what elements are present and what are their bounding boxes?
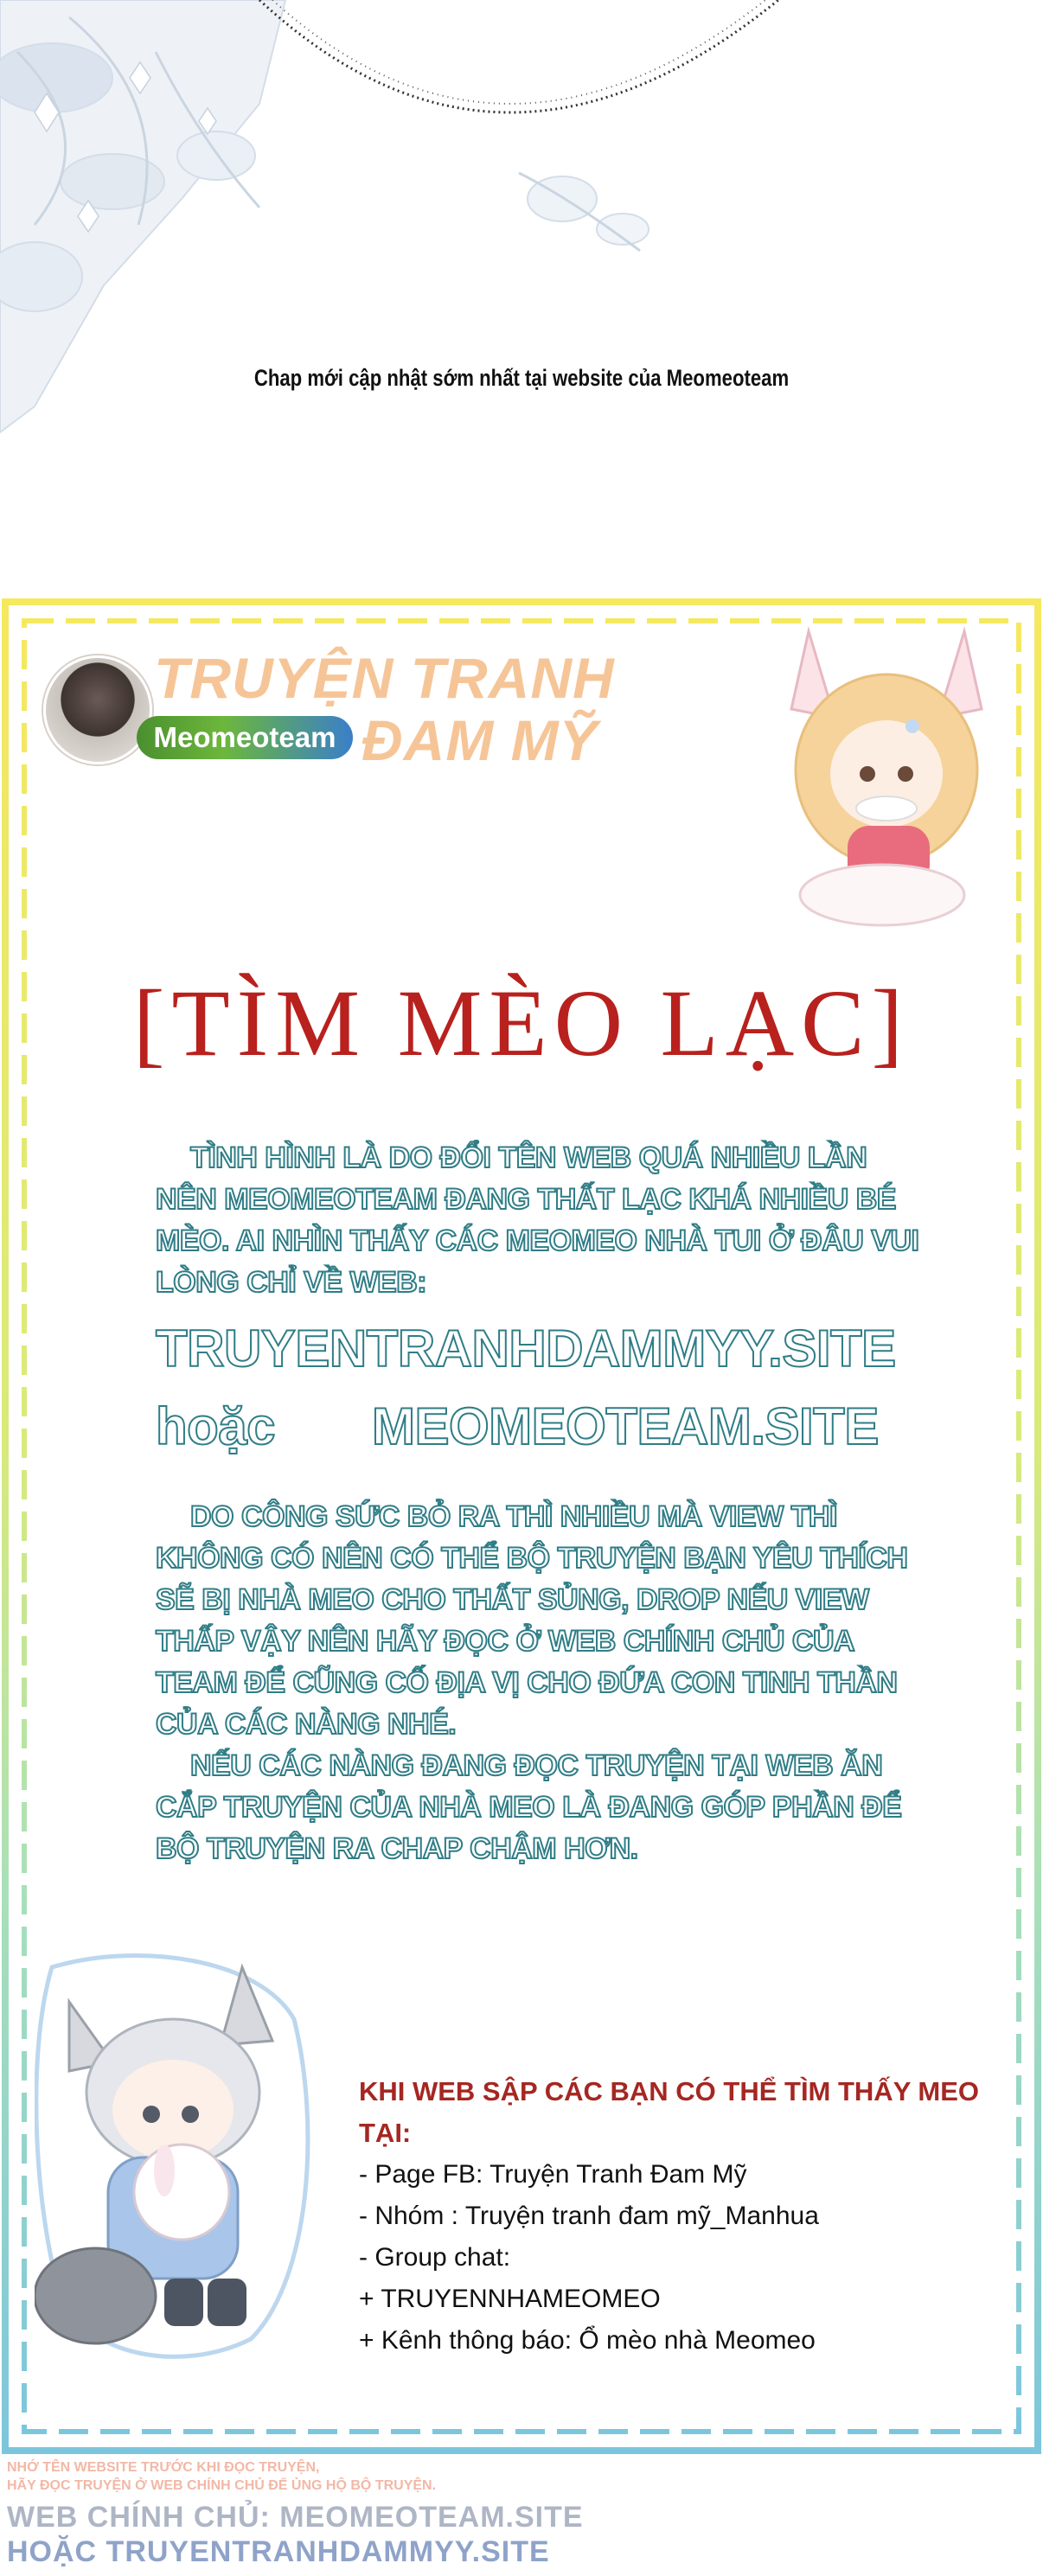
- headline: [TÌM MÈO LẠC]: [132, 970, 911, 1076]
- site-secondary: MEOMEOTEAM.SITE: [372, 1397, 879, 1455]
- notice-paragraph-3: [156, 1745, 934, 1870]
- brand-line-2: ĐAM MỸ: [362, 708, 598, 772]
- footer-site-2: HOẶC TRUYENTRANHDAMMYY.SITE: [7, 2535, 550, 2568]
- chibi-boy-illustration: [35, 1950, 329, 2365]
- notice-paragraph-2: [156, 1496, 934, 1745]
- contact-item: - Nhóm : Truyện tranh đam mỹ_Manhua: [359, 2202, 819, 2230]
- brand-line-1: TRUYỆN TRANH: [154, 646, 615, 710]
- notice-paragraph-1: [156, 1137, 934, 1303]
- chibi-girl-illustration: [774, 623, 999, 951]
- footer-site-1: WEB CHÍNH CHỦ: MEOMEOTEAM.SITE: [7, 2501, 584, 2534]
- footer-note-2: HÃY ĐỌC TRUYỆN Ở WEB CHÍNH CHỦ ĐỂ ỦNG HỘ BỘ TRUYỆN.: [7, 2478, 437, 2493]
- contact-item: + Kênh thông báo: Ổ mèo nhà Meomeo: [359, 2326, 816, 2355]
- notice-paragraph-1-text: TÌNH HÌNH LÀ DO ĐỔI TÊN WEB QUÁ NHIỀU LẦN NÊN MEOMEOTEAM ĐANG THẤT LẠC KHÁ NHIỀU BÉ MÈO. AI NHÌN THẤY CÁC MEOMEO NHÀ TUI Ở ĐÂU VUI LÒNG CHỈ VỀ WEB:: [156, 1141, 919, 1299]
- team-avatar: [43, 655, 152, 764]
- credit-line: Chap mới cập nhật sớm nhất tại website của Meomeoteam: [253, 365, 790, 391]
- notice-paragraph-2-text: DO CÔNG SỨC BỎ RA THÌ NHIỀU MÀ VIEW THÌ KHÔNG CÓ NÊN CÓ THỂ BỘ TRUYỆN BẠN YÊU THÍCH SẼ BỊ NHÀ MEO CHO THẤT SỦNG, DROP NẾU VIEW THẤP VẬY NÊN HÃY ĐỌC Ở WEB CHÍNH CHỦ CỦA TEAM ĐỂ CŨNG CỐ ĐỊA VỊ CHO ĐỨA CON TINH THẦN CỦA CÁC NÀNG NHÉ.: [156, 1500, 908, 1741]
- contacts-title: KHI WEB SẬP CÁC BẠN CÓ THỂ TÌM THẤY MEO TẠI:: [359, 2076, 980, 2148]
- site-primary: TRUYENTRANHDAMMYY.SITE: [156, 1320, 896, 1377]
- footer-note-1: NHỚ TÊN WEBSITE TRƯỚC KHI ĐỌC TRUYỆN,: [7, 2460, 320, 2475]
- notice-paragraph-3-text: NẾU CÁC NÀNG ĐANG ĐỌC TRUYỆN TẠI WEB ĂN CẮP TRUYỆN CỦA NHÀ MEO LÀ ĐANG GÓP PHẦN ĐỂ BỘ TRUYỆN RA CHAP CHẬM HƠN.: [156, 1749, 902, 1865]
- contact-item: - Page FB: Truyện Tranh Đam Mỹ: [359, 2160, 747, 2189]
- site-or-label: hoặc: [156, 1397, 276, 1455]
- contact-item: - Group chat:: [359, 2243, 511, 2272]
- contact-item: + TRUYENNHAMEOMEO: [359, 2285, 661, 2313]
- team-name-badge: Meomeoteam: [137, 716, 353, 759]
- contacts-list: [359, 2071, 1016, 2362]
